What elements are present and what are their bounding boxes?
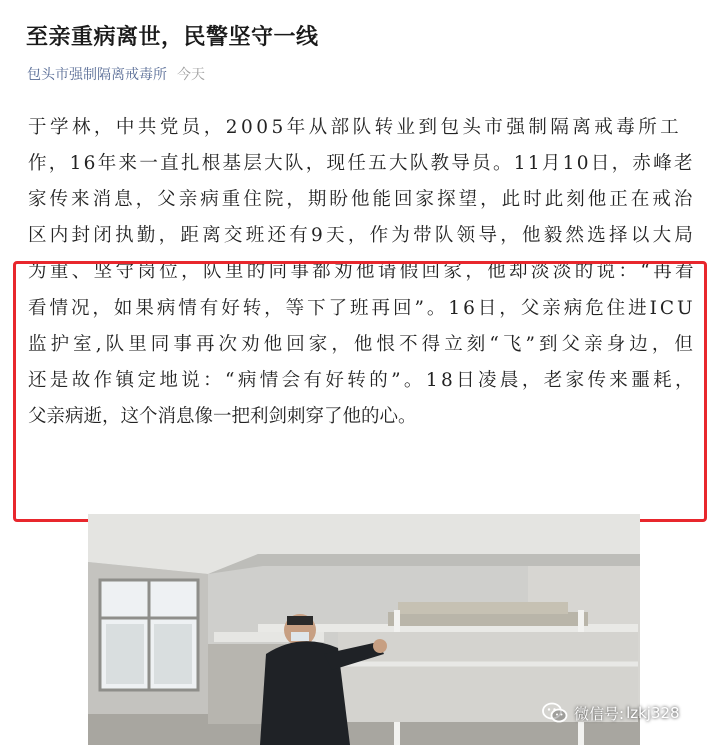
watermark-account: lzkj328	[626, 704, 680, 722]
article-line: 父亲病逝，这个消息像一把利剑刺穿了他的心。	[28, 406, 417, 427]
article-line: 作，16年来一直扎根基层大队，现任五大队教导员。11月10日，赤峰老	[28, 153, 695, 174]
highlight-annotation-box	[13, 261, 707, 522]
article-line: 看情况，如果病情有好转，等下了班再回”。16日，父亲病危住进ICU	[28, 298, 696, 319]
article-line: 区内封闭执勤，距离交班还有9天，作为带队领导，他毅然选择以大局	[28, 225, 697, 246]
wechat-icon	[542, 702, 568, 724]
watermark-label: 微信号:	[574, 704, 625, 723]
article-line: 监护室,队里同事再次劝他回家，他恨不得立刻“飞”到父亲身边，但	[28, 334, 697, 355]
source-account-link[interactable]: 包头市强制隔离戒毒所	[27, 67, 167, 83]
article-meta	[27, 64, 205, 84]
article-line: 家传来消息，父亲病重住院，期盼他能回家探望，此时此刻他正在戒治	[28, 189, 696, 210]
article-title: 至亲重病离世，民警坚守一线	[26, 25, 319, 50]
wechat-watermark	[542, 700, 680, 726]
article-line: 于学林，中共党员，2005年从部队转业到包头市强制隔离戒毒所工	[28, 117, 683, 138]
article-line: 还是故作镇定地说：“病情会有好转的”。18日凌晨，老家传来噩耗，	[28, 370, 697, 391]
article-line: 为重、坚守岗位，队里的同事都劝他请假回家，他却淡淡的说：“再看	[28, 261, 697, 282]
publish-date: 今天	[177, 67, 205, 83]
